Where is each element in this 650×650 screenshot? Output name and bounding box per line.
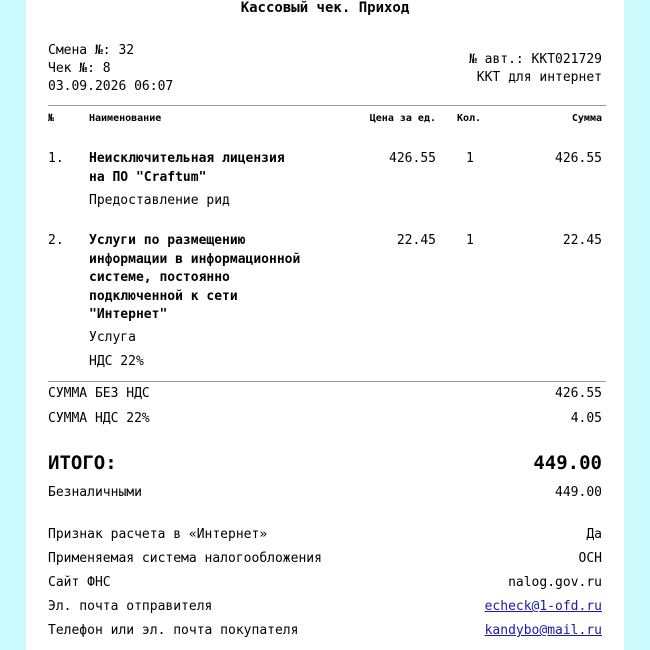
- item-2-price: 22.45: [396, 233, 436, 248]
- item-2-sum: 22.45: [562, 233, 602, 248]
- fns-site-value: nalog.gov.ru: [508, 575, 602, 590]
- col-head-sum: Сумма: [571, 113, 602, 124]
- internet-sign-label: Признак расчета в «Интернет»: [48, 527, 268, 542]
- sender-email-link[interactable]: echeck@1-ofd.ru: [484, 599, 602, 614]
- divider-top: [48, 105, 606, 106]
- sum-no-vat-label: СУММА БЕЗ НДС: [48, 386, 150, 401]
- fns-site-label: Сайт ФНС: [48, 575, 111, 590]
- buyer-contact-label: Телефон или эл. почта покупателя: [48, 623, 299, 638]
- tax-system-value: ОСН: [578, 551, 602, 566]
- item-2-qty: 1: [466, 233, 474, 248]
- sum-no-vat-value: 426.55: [555, 386, 602, 401]
- check-number: Чек №: 8: [48, 61, 111, 76]
- item-1-subject: Предоставление рид: [89, 193, 230, 208]
- total-label: ИТОГО:: [48, 452, 117, 474]
- item-1-qty: 1: [466, 151, 474, 166]
- col-head-price: Цена за ед.: [369, 113, 436, 124]
- receipt: [26, 0, 624, 650]
- item-1-sum: 426.55: [555, 151, 602, 166]
- item-1-name: Неисключительная лицензия на ПО "Craftum": [89, 151, 285, 185]
- col-head-qty: Кол.: [457, 113, 482, 124]
- kkt-type: ККТ для интернет: [476, 70, 602, 85]
- internet-sign-value: Да: [586, 527, 602, 542]
- total-value: 449.00: [533, 452, 602, 474]
- check-datetime: 03.09.2026 06:07: [48, 79, 174, 94]
- auto-number: № авт.: ККТ021729: [468, 52, 602, 67]
- buyer-contact-link[interactable]: kandybo@mail.ru: [484, 623, 602, 638]
- item-2-name: Услуги по размещению информации в информационной системе, постоянно подключенной к сети "Интернет": [89, 233, 301, 322]
- item-1-price: 426.55: [389, 151, 436, 166]
- sum-vat-value: 4.05: [570, 411, 602, 426]
- tax-system-label: Применяемая система налогообложения: [48, 551, 322, 566]
- sender-email-label: Эл. почта отправителя: [48, 599, 213, 614]
- item-2-vat: НДС 22%: [89, 354, 144, 369]
- cashless-label: Безналичными: [48, 485, 142, 500]
- divider-bottom: [48, 381, 606, 382]
- sum-vat-label: СУММА НДС 22%: [48, 411, 150, 426]
- col-head-num: №: [48, 113, 55, 124]
- item-2-subject: Услуга: [89, 330, 136, 345]
- item-2-number: 2.: [48, 233, 64, 248]
- item-1-number: 1.: [48, 151, 64, 166]
- receipt-title: Кассовый чек. Приход: [240, 0, 410, 16]
- cashless-value: 449.00: [555, 485, 602, 500]
- shift-number: Смена №: 32: [48, 43, 135, 58]
- col-head-name: Наименование: [89, 113, 162, 124]
